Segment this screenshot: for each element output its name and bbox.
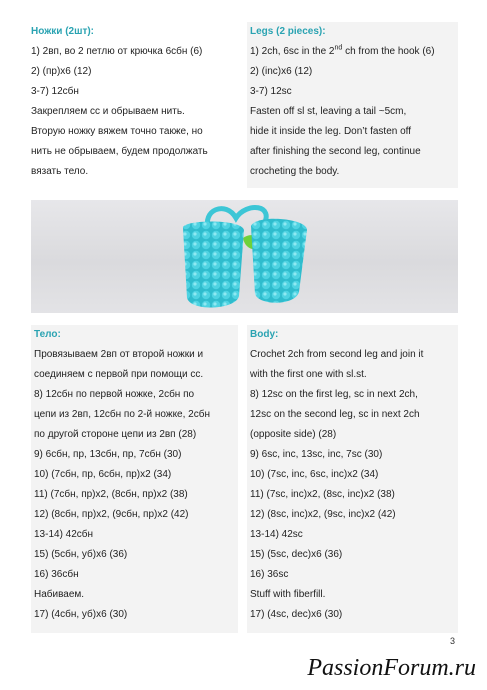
legs-en-line-1	[250, 42, 458, 62]
body-ru-line: 16) 36сбн	[34, 569, 79, 580]
body-en-title: Body:	[250, 329, 279, 340]
body-en-line: with the first one with sl.st.	[250, 369, 367, 380]
body-en-line: (opposite side) (28)	[250, 429, 337, 440]
legs-en-title: Legs (2 pieces):	[250, 26, 326, 37]
body-ru-line: 9) 6сбн, пр, 13сбн, пр, 7сбн (30)	[34, 449, 182, 460]
legs-ru-section	[31, 22, 238, 188]
legs-en-line: 2) (inc)x6 (12)	[250, 66, 313, 77]
body-en-line: 12) (8sc, inc)x2, (9sc, inc)x2 (42)	[250, 509, 396, 520]
body-ru-section	[31, 325, 238, 633]
legs-ru-line: нить не обрываем, будем продолжать	[31, 146, 208, 157]
legs-en-section	[247, 22, 458, 188]
body-ru-line: Провязываем 2вп от второй ножки и	[34, 349, 204, 360]
body-ru-line: 15) (5сбн, уб)х6 (36)	[34, 549, 128, 560]
body-en-line: 10) (7sc, inc, 6sc, inc)x2 (34)	[250, 469, 379, 480]
svg-text:PassionForum.ru: PassionForum.ru	[307, 655, 476, 681]
legs-ru-title: Ножки (2шт):	[31, 26, 95, 37]
body-en-line: Stuff with fiberfill.	[250, 589, 326, 600]
body-en-line: 16) 36sc	[250, 569, 289, 580]
body-ru-line: соединяем с первой при помощи сс.	[34, 369, 204, 380]
body-ru-line: 13-14) 42сбн	[34, 529, 94, 540]
legs-en-line-1-sup: nd	[334, 44, 343, 52]
body-ru-line: Набиваем.	[34, 589, 85, 600]
body-ru-line: 11) (7сбн, пр)х2, (8сбн, пр)х2 (38)	[34, 489, 188, 500]
legs-en-line: 3-7) 12sc	[250, 86, 292, 97]
body-en-line: 11) (7sc, inc)x2, (8sc, inc)x2 (38)	[250, 489, 395, 500]
legs-ru-line: Вторую ножку вяжем точно также, но	[31, 126, 203, 137]
body-en-line: 15) (5sc, dec)x6 (36)	[250, 549, 343, 560]
body-ru-line: 10) (7сбн, пр, 6сбн, пр)х2 (34)	[34, 469, 172, 480]
body-en-section	[247, 325, 458, 633]
body-ru-line: 17) (4сбн, уб)х6 (30)	[34, 609, 128, 620]
legs-ru-line: вязать тело.	[31, 166, 89, 177]
legs-en-line: hide it inside the leg. Don’t fasten off	[250, 126, 412, 137]
body-en-line: 13-14) 42sc	[250, 529, 303, 540]
legs-ru-line: Закрепляем сс и обрываем нить.	[31, 106, 185, 117]
page-number: 3	[450, 636, 456, 646]
legs-ru-line: 2) (пр)х6 (12)	[31, 66, 92, 77]
passionforum-watermark	[240, 648, 480, 684]
crochet-legs-illustration	[31, 200, 458, 313]
body-en-line: 8) 12sc on the first leg, sc in next 2ch,	[250, 389, 418, 400]
legs-ru-line: 3-7) 12сбн	[31, 86, 79, 97]
legs-en-line-1-end: ch from the hook (6)	[342, 46, 435, 57]
legs-en-line: crocheting the body.	[250, 166, 340, 177]
legs-en-line: Fasten off sl st, leaving a tail ~5cm,	[250, 106, 407, 117]
body-ru-line: цепи из 2вп, 12сбн по 2-й ножке, 2сбн	[34, 409, 210, 420]
body-ru-title: Тело:	[34, 329, 61, 340]
body-ru-line: 8) 12сбн по первой ножке, 2сбн по	[34, 389, 195, 400]
body-ru-line: по другой стороне цепи из 2вп (28)	[34, 429, 197, 440]
body-en-line: 9) 6sc, inc, 13sc, inc, 7sc (30)	[250, 449, 383, 460]
crochet-legs-photo	[31, 200, 458, 313]
body-en-line: Crochet 2ch from second leg and join it	[250, 349, 424, 360]
legs-ru-line: 1) 2вп, во 2 петлю от крючка 6сбн (6)	[31, 46, 203, 57]
body-en-line: 17) (4sc, dec)x6 (30)	[250, 609, 343, 620]
legs-en-line-1-start: 1) 2ch, 6sc in the 2	[250, 46, 335, 57]
body-en-line: 12sc on the second leg, sc in next 2ch	[250, 409, 420, 420]
legs-en-line: after finishing the second leg, continue	[250, 146, 421, 157]
body-ru-line: 12) (8сбн, пр)х2, (9сбн, пр)х2 (42)	[34, 509, 189, 520]
